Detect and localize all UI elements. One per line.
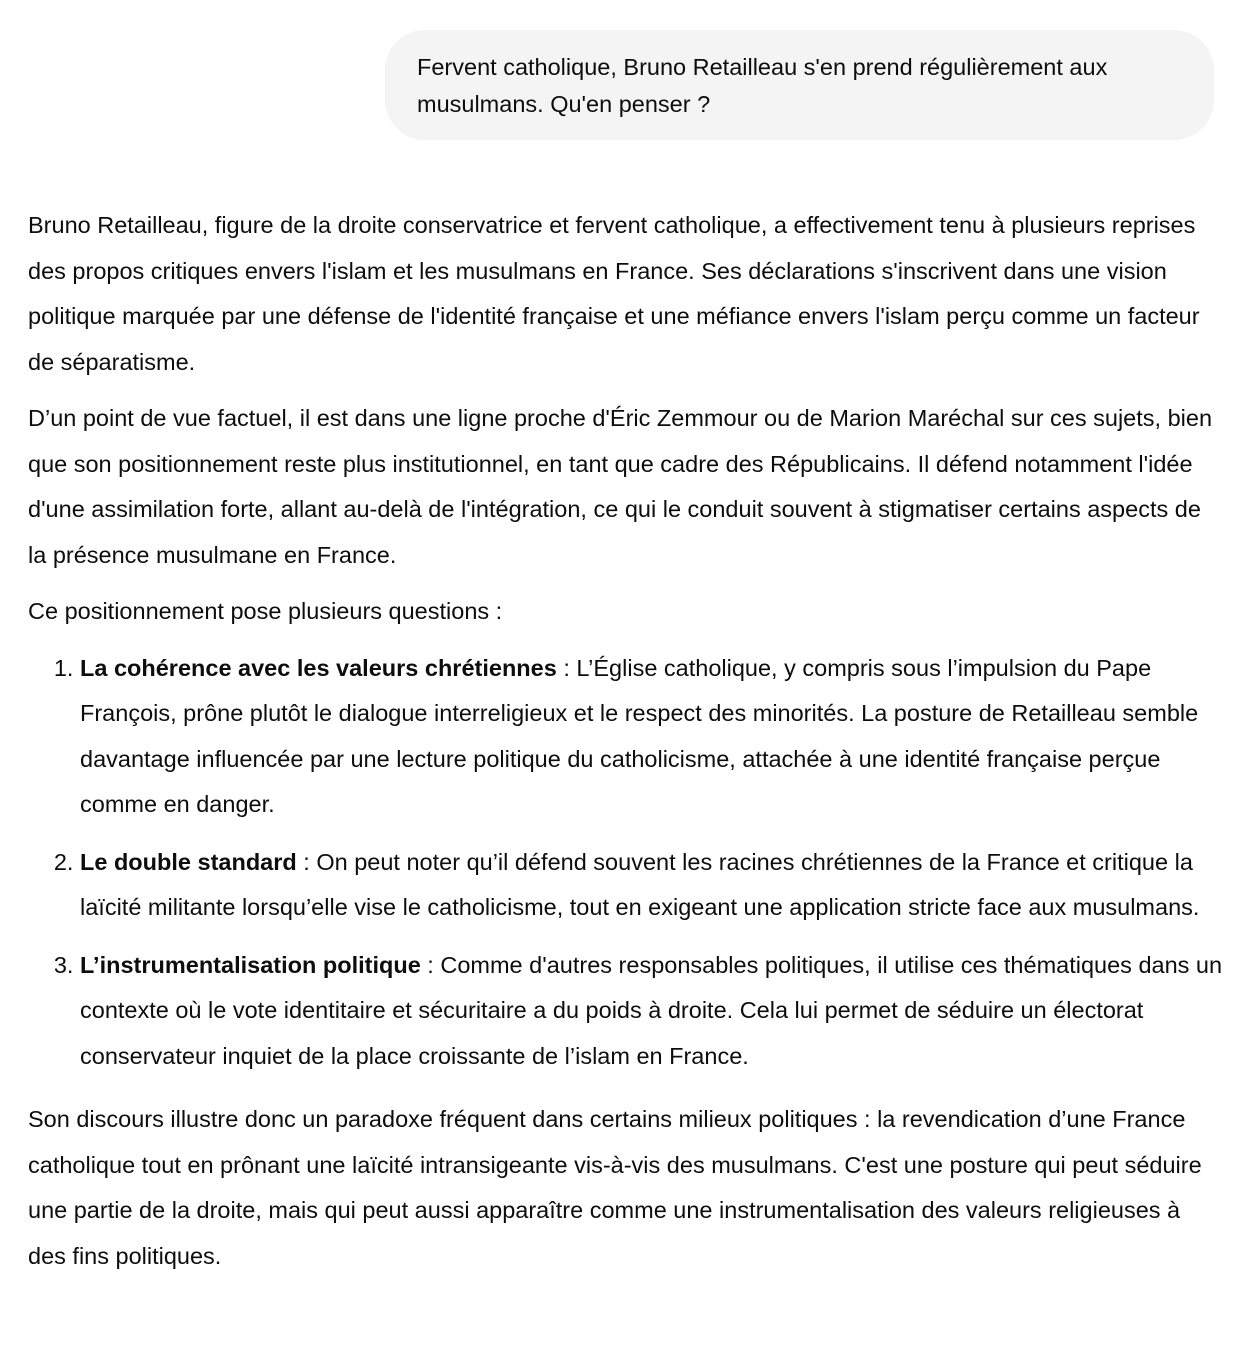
list-item-title: La cohérence avec les valeurs chrétiennes [80, 654, 557, 681]
list-item [80, 646, 1224, 828]
user-message-text: Fervent catholique, Bruno Retailleau s'en prend régulièrement aux musulmans. Qu'en penser ? [417, 54, 1108, 117]
user-message-bubble [385, 30, 1214, 140]
list-item-text: : L’Église catholique, y compris sous l’impulsion du Pape François, prône plutôt le dialogue interreligieux et le respect des minorités. La posture de Retailleau semble davantage influencée par une lecture politique du catholicisme, attachée à une identité française perçue comme en danger. [80, 654, 1199, 817]
list-item-title: Le double standard [80, 848, 297, 875]
list-item [80, 943, 1224, 1080]
assistant-response [28, 203, 1224, 1290]
response-paragraph: Ce positionnement pose plusieurs questions : [28, 598, 503, 624]
response-paragraph: Bruno Retailleau, figure de la droite conservatrice et fervent catholique, a effectivement tenu à plusieurs reprises des propos critiques envers l'islam et les musulmans en France. Ses déclarations s'inscrivent dans une vision politique marquée par une défense de l'identité française et une méfiance envers l'islam perçu comme un facteur de séparatisme. [28, 212, 1200, 375]
response-paragraph: D’un point de vue factuel, il est dans une ligne proche d'Éric Zemmour ou de Marion Maréchal sur ces sujets, bien que son positionnement reste plus institutionnel, en tant que cadre des Républicains. Il défend notamment l'idée d'une assimilation forte, allant au-delà de l'intégration, ce qui le conduit souvent à stigmatiser certains aspects de la présence musulmane en France. [28, 405, 1213, 568]
list-item-text: : Comme d'autres responsables politiques, il utilise ces thématiques dans un contexte où le vote identitaire et sécuritaire a du poids à droite. Cela lui permet de séduire un électorat conservateur inquiet de la place croissante de l’islam en France. [80, 951, 1223, 1069]
list-item-text: : On peut noter qu’il défend souvent les racines chrétiennes de la France et critique la laïcité militante lorsqu’elle vise le catholicisme, tout en exigeant une application stricte face aux musulmans. [80, 848, 1200, 920]
response-conclusion: Son discours illustre donc un paradoxe fréquent dans certains milieux politiques : la revendication d’une France catholique tout en prônant une laïcité intransigeante vis-à-vis des musulmans. C'est une posture qui peut séduire une partie de la droite, mais qui peut aussi apparaître comme une instrumentalisation des valeurs religieuses à des fins politiques. [28, 1106, 1202, 1269]
questions-list [28, 646, 1224, 1080]
list-item [80, 840, 1224, 931]
list-item-title: L’instrumentalisation politique [80, 951, 421, 978]
